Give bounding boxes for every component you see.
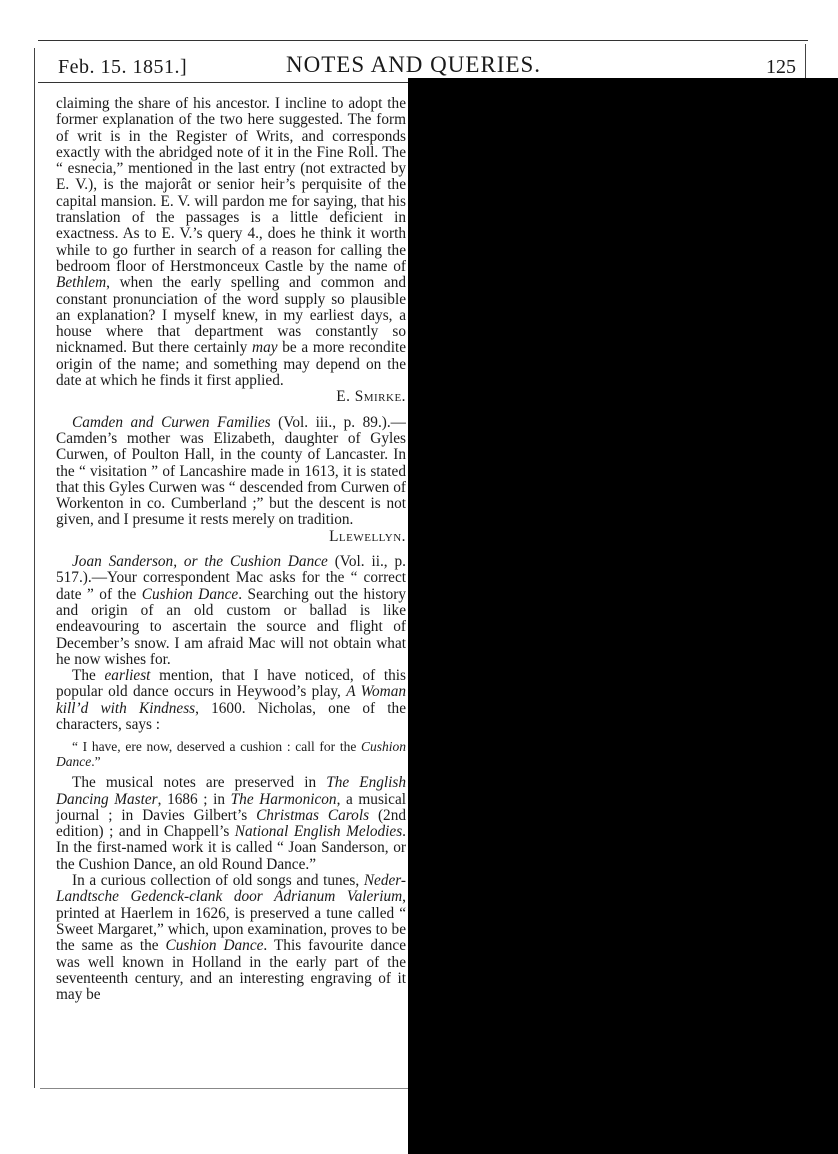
page-number: 125 <box>766 56 796 78</box>
paragraph-musical-notes: The musical notes are preserved in The English Dancing Master, 1686 ; in The Harmonicon, a musical journal ; in Davies Gilbert’s Christmas Carols (2nd edition) ; and in Chappell’s National English Melodies. In the first-named work it is called “ Joan Sanderson, or the Cushion Dance, an old Round Dance.” <box>56 774 406 873</box>
paragraph-collection: In a curious collection of old songs and tunes, Neder-Landtsche Gedenck-clank door Adrianum Valerium, printed at Haerlem in 1626, is preserved a tune called “ Sweet Margaret,” which, upon examination, proves to be the same as the Cushion Dance. This favourite dance was well known in Holland in the early part of the seventeenth century, and an interesting engraving of it may be <box>56 872 407 1004</box>
bottom-rule <box>40 1088 410 1089</box>
page-left-edge <box>34 48 35 1088</box>
header-title: NOTES AND QUERIES. <box>286 52 542 77</box>
paragraph-cushion-dance: Joan Sanderson, or the Cushion Dance (Vol. ii., p. 517.).—Your correspondent Mac asks for the “ correct date ” of the Cushion Dance. Searching out the history and origin of an old custom or ballad is like endeavouring to ascertain the source and flight of December’s snow. I am afraid Mac will not obtain what he now wishes for. <box>56 553 407 668</box>
top-rule <box>38 40 808 41</box>
header-date: Feb. 15. 1851.] <box>58 56 188 78</box>
redaction-block <box>408 78 838 1154</box>
signature-llewellyn: Llewellyn. <box>329 527 406 545</box>
block-quote: “ I have, ere now, deserved a cushion : call for the Cushion Dance.” <box>56 739 406 770</box>
paragraph: claiming the share of his ancestor. I incline to adopt the former explanation of the two here suggested. The form of writ is in the Register of Writs, and corresponds exactly with the abridged note of it in the Fine Roll. The “ esnecia,” mentioned in the last entry (not extracted by E. V.), is the majorât or senior heir’s perquisite of the capital mansion. E. V. will pardon me for saying, that his translation of the passages is a little deficient in exactness. As to E. V.’s query 4., does he think it worth while to go further in search of a reason for calling the bedroom floor of Herstmonceux Castle by the name of Bethlem, when the early spelling and common and constant pronunciation of the word supply so plausible an explanation? I myself knew, in my earliest days, a house where that department was constantly so nicknamed. But there certainly may be a more recondite origin of the name; and something may depend on the date at which he finds it first applied. <box>56 95 406 390</box>
paragraph-earliest: The earliest mention, that I have noticed, of this popular old dance occurs in Heywood’s play, A Woman kill’d with Kindness, 1600. Nicholas, one of the characters, says : <box>56 667 407 733</box>
running-head <box>46 52 796 80</box>
signature-smirke: E. Smirke. <box>336 388 406 406</box>
left-column <box>56 96 406 1003</box>
paragraph-camden: Camden and Curwen Families (Vol. iii., p. 89.).—Camden’s mother was Elizabeth, daughter of Gyles Curwen, of Poulton Hall, in the county of Lancaster. In the “ visitation ” of Lancashire made in 1613, it is stated that this Gyles Curwen was “ descended from Curwen of Workenton in co. Cumberland ;” but the descent is not given, and I presume it rests merely on tradition. <box>56 413 406 529</box>
